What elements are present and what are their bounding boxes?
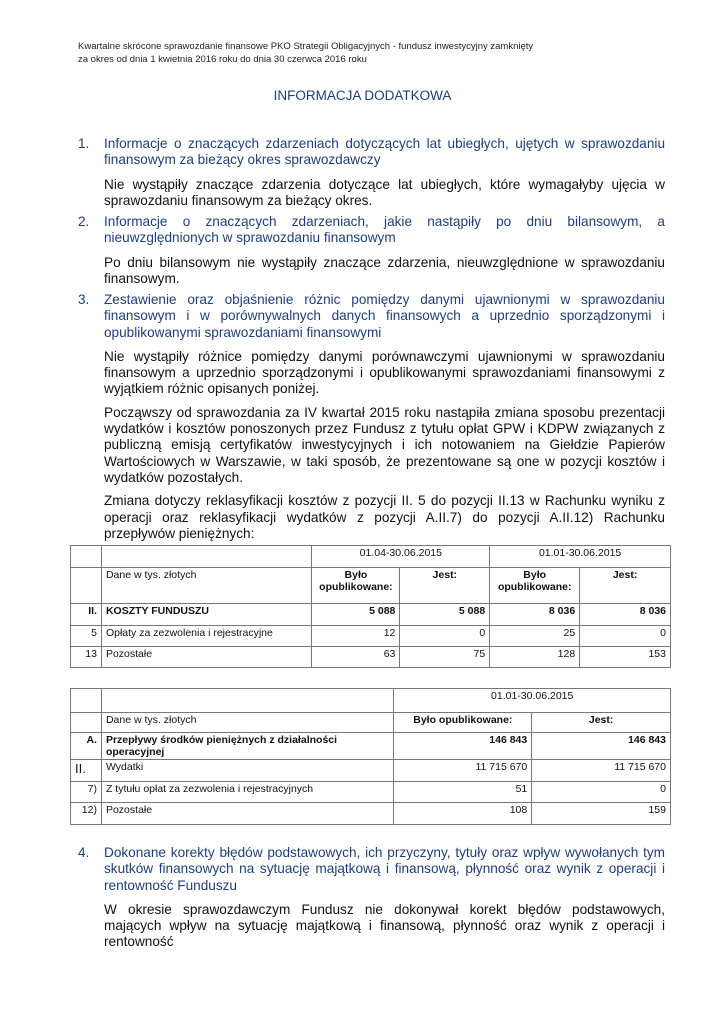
row-code: II. [71, 604, 102, 626]
col-was-published: Było opublikowane: [394, 713, 532, 733]
col-is: Jest: [580, 568, 671, 604]
cell: 159 [532, 803, 671, 825]
row-code: 12) [71, 803, 102, 825]
cell: 12 [312, 626, 400, 647]
row-label: Wydatki [101, 760, 393, 782]
col-is: Jest: [400, 568, 490, 604]
section-number: 3. [78, 292, 90, 307]
row-label: KOSZTY FUNDUSZU [101, 604, 311, 626]
page-title: INFORMACJA DODATKOWA [273, 88, 452, 103]
period-header: 01.04-30.06.2015 [312, 546, 490, 568]
row-code: 7) [71, 782, 102, 803]
cell: 5 088 [312, 604, 400, 626]
section-1 [78, 136, 665, 209]
cell: 8 036 [490, 604, 580, 626]
row-code: 13 [71, 647, 102, 668]
table-row [71, 604, 671, 626]
table-row [71, 647, 671, 668]
row-label: Przepływy środków pieniężnych z działalności operacyjnej [101, 733, 393, 760]
cell: 51 [394, 782, 532, 803]
table-row [71, 760, 671, 782]
paragraph: Począwszy od sprawozdania za IV kwartał 2015 roku nastąpiła zmiana sposobu prezentacji wydatków i kosztów ponoszonych przez Fundusz z tytułu opłat GPW i KDPW związanych z publiczną emisją certyfikatów inwestycyjnych i ich notowaniem na Giełdzie Papierów Wartościowych w Warszawie, w taki sposób, że prezentowane są one w pozycji kosztów i wydatków pozostałych. [104, 404, 665, 485]
row-label: Pozostałe [101, 647, 311, 668]
section-heading: Zestawienie oraz objaśnienie różnic pomiędzy danymi ujawnionymi w sprawozdaniu finansowym i w porównywalnych danych finansowych a uprzednio sporządzonymi i opublikowanymi sprawozdaniami finansowymi [104, 292, 665, 340]
paragraph: Nie wystąpiły znaczące zdarzenia dotyczące lat ubiegłych, które wymagałyby ujęcia w sprawozdaniu finansowym za bieżący okres. [104, 176, 665, 208]
table-row [71, 803, 671, 825]
section-4 [78, 845, 665, 951]
cell: 25 [490, 626, 580, 647]
cell: 153 [580, 647, 671, 668]
table-row [71, 782, 671, 803]
col-was-published: Było opublikowane: [490, 568, 580, 604]
header-line-2: za okres od dnia 1 kwietnia 2016 roku do dnia 30 czerwca 2016 roku [78, 54, 367, 65]
section-3 [78, 292, 665, 542]
period-header: 01.01-30.06.2015 [490, 546, 671, 568]
cell: 0 [532, 782, 671, 803]
row-label: Opłaty za zezwolenia i rejestracyjne [101, 626, 311, 647]
section-heading: Informacje o znaczących zdarzeniach dotyczących lat ubiegłych, ujętych w sprawozdaniu finansowym za bieżący okres sprawozdawczy [104, 136, 665, 168]
cell: 0 [400, 626, 490, 647]
cell: 5 088 [400, 604, 490, 626]
row-code: 5 [71, 626, 102, 647]
section-2 [78, 214, 665, 287]
cell: 8 036 [580, 604, 671, 626]
paragraph: Po dniu bilansowym nie wystąpiły znaczące zdarzenia, nieuwzględnione w sprawozdaniu finansowym. [104, 254, 665, 286]
paragraph: Nie wystąpiły różnice pomiędzy danymi porównawczymi ujawnionymi w sprawozdaniu finansowym a uprzednio sporządzonymi i opublikowanymi sprawozdaniami finansowymi z wyjątkiem różnic opisanych poniżej. [104, 348, 665, 397]
header-line-1: Kwartalne skrócone sprawozdanie finansowe PKO Strategii Obligacyjnych - fundusz inwestycyjny zamknięty [78, 41, 534, 52]
cell: 146 843 [532, 733, 671, 760]
period-header: 01.01-30.06.2015 [394, 689, 671, 713]
col-is: Jest: [532, 713, 671, 733]
cell: 63 [312, 647, 400, 668]
table-row [71, 626, 671, 647]
row-label: Pozostałe [101, 803, 393, 825]
section-number: 2. [78, 214, 90, 229]
section-heading: Dokonane korekty błędów podstawowych, ich przyczyny, tytuły oraz wpływ wywołanych tym skutków finansowych na sytuację majątkową i finansową, płynność oraz wynik z operacji i rentowność Funduszu [104, 845, 665, 893]
col-was-published: Było opublikowane: [312, 568, 400, 604]
row-label: Z tytułu opłat za zezwolenia i rejestracyjnych [101, 782, 393, 803]
page-header [78, 40, 533, 66]
costs-reclassification-table [70, 545, 671, 668]
row-code: A. [71, 733, 102, 760]
section-number: 4. [78, 845, 90, 860]
cell: 11 715 670 [394, 760, 532, 782]
section-number: 1. [78, 136, 90, 151]
cell: 128 [490, 647, 580, 668]
cashflow-reclassification-table [70, 688, 671, 825]
paragraph: Zmiana dotyczy reklasyfikacji kosztów z pozycji II. 5 do pozycji II.13 w Rachunku wyniku z operacji oraz reklasyfikacji wydatków z pozycji A.II.7) do pozycji A.II.12) Rachunku przepływów pieniężnych: [104, 493, 665, 541]
cell: 0 [580, 626, 671, 647]
unit-label: Dane w tys. złotych [101, 713, 393, 733]
section-heading: Informacje o znaczących zdarzeniach, jakie nastąpiły po dniu bilansowym, a nieuwzględnionych w sprawozdaniu finansowym [104, 214, 665, 246]
cell: 75 [400, 647, 490, 668]
paragraph: W okresie sprawozdawczym Fundusz nie dokonywał korekt błędów podstawowych, mających wpływ na sytuację majątkową i finansową, płynność oraz wynik z operacji i rentowność [104, 901, 665, 950]
cell: 108 [394, 803, 532, 825]
unit-label: Dane w tys. złotych [101, 568, 311, 604]
cell: 11 715 670 [532, 760, 671, 782]
table-row [71, 733, 671, 760]
cell: 146 843 [394, 733, 532, 760]
row-code: II. [71, 760, 102, 782]
